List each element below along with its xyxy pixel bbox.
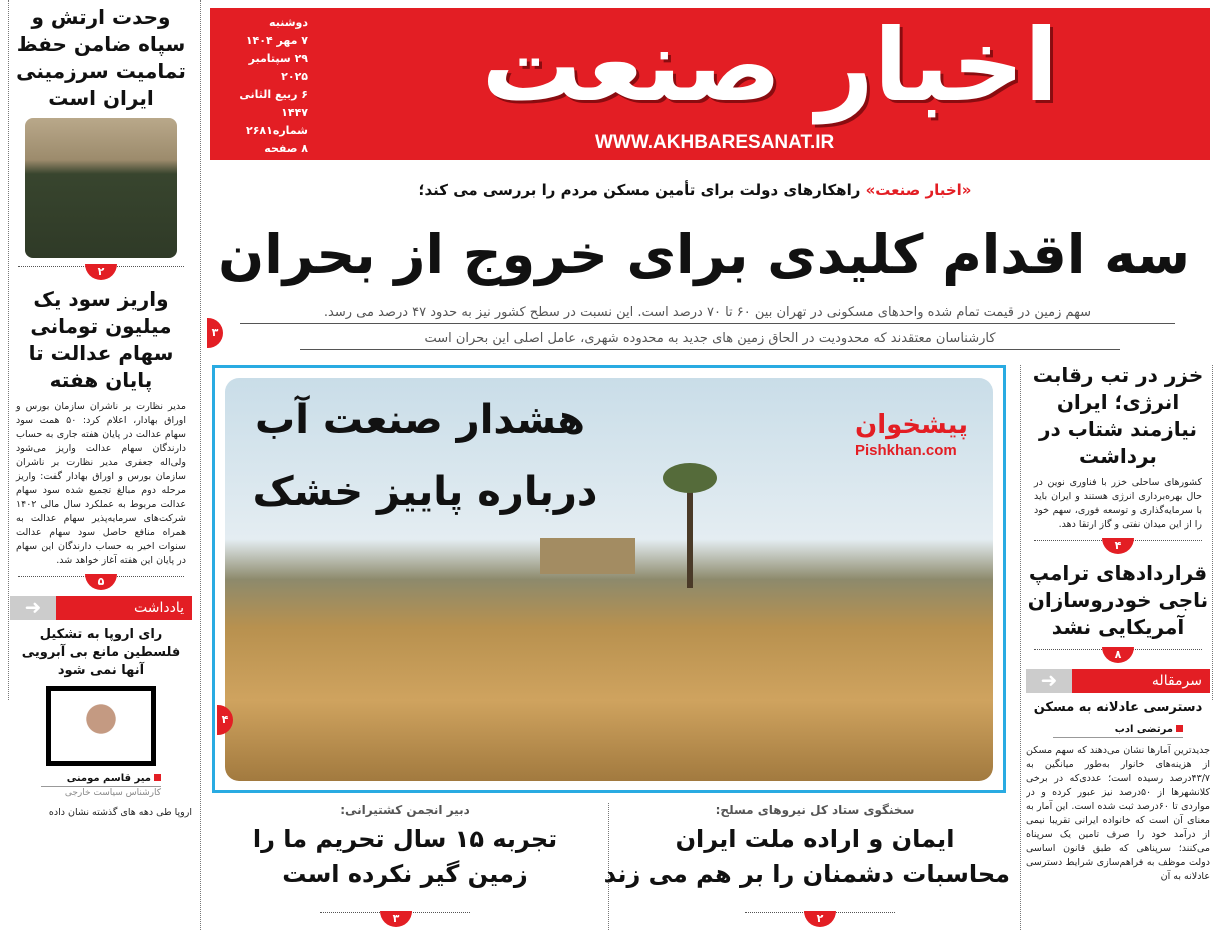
photo-story-frame[interactable] — [212, 365, 1006, 793]
editorial-section-header — [1026, 669, 1210, 693]
photo-headline-2: درباره پاییز خشک — [252, 469, 598, 515]
tree-crown — [663, 463, 717, 493]
bottom-story2-headline-1[interactable]: تجربه ۱۵ سال تحریم ما را — [252, 825, 558, 853]
note-section-header — [10, 596, 192, 620]
page-badge: ۴ — [1102, 538, 1134, 554]
website[interactable]: WWW.AKHBARESANAT.IR — [595, 132, 835, 153]
lead-summary-2: کارشناسان معتقدند که محدودیت در الحاق زمین های جدید به محدوده شهری، عامل اصلی این بحران است — [300, 329, 1120, 350]
right-divider — [1020, 365, 1021, 930]
page-count: ۸ صفحه — [264, 142, 308, 155]
divider — [10, 574, 192, 590]
masthead — [210, 7, 1210, 173]
watermark — [855, 408, 968, 460]
right-column — [1026, 362, 1210, 930]
left-divider — [200, 0, 201, 930]
watermark-fa: پیشخوان — [855, 410, 968, 440]
editorial-headline[interactable]: دسترسی عادلانه به مسکن — [1033, 700, 1203, 715]
left-story2-body: مدیر نظارت بر ناشران سازمان بورس و اوراق بهادار، اعلام کرد: ۵۰ همت سود سهام عدالت در پایان هفته جاری به حساب دارندگان سهام عدالت واریز می‌شود ولی‌اله جعفری مدیر نظارت بر ناشران سازمان بورس و اوراق بهادار گفت: واریز مرحله دوم مبالغ تجمیع شده سود سهام عدالت مربوط به عملکرد سال مالی ۱۴۰۲ شرکت‌های سرمایه‌پذیر سهام عدالت به همراه منافع حاصل سود سهام عدالت سنوات اخیر به حساب دارندگان این سهام در پایان این هفته آغاز خواهد شد. — [16, 401, 186, 566]
bottom-story2-kicker: دبیر انجمن کشتیرانی: — [340, 803, 470, 817]
left-story1-headline[interactable]: وحدت ارتش و سپاه ضامن حفظ تمامیت سرزمینی ایران است — [16, 5, 186, 110]
date-block — [218, 14, 308, 176]
right-story1-body: کشورهای ساحلی خزر با فناوری نوین در حال بهره‌برداری انرژی هستند و ایران باید با سرمایه‌گذاری و توسعه فوری، سهم خود را از این میدان نفتی و گاز ارتقا دهد. — [1034, 477, 1202, 530]
kicker-text: راهکارهای دولت برای تأمین مسکن مردم را بررسی می کند؛ — [418, 181, 861, 199]
divider — [1026, 538, 1210, 554]
note-author-role: کارشناس سیاست خارجی — [41, 786, 161, 800]
left-story2-headline[interactable]: واریز سود یک میلیون تومانی سهام عدالت تا پایان هفته — [28, 287, 174, 392]
issue-number: شماره۲۶۸۱ — [245, 124, 308, 137]
right-edge — [1212, 365, 1213, 700]
watermark-en: Pishkhan.com — [855, 442, 957, 459]
editorial-body: جدیدترین آمارها نشان می‌دهند که سهم مسکن از هزینه‌های خانوار به‌طور میانگین به ۴۳/۷درصد رسیده است؛ عددی‌که در برخی کلانشهرها از ۵۰درصد نیز عبور کرده و در مواردی تا ۶۰درصد ثبت شده است. این آمار به معنای آن است که خانواده ایرانی تقریبا نیمی از درآمد خود را صرف تامین یک سرپناه می‌کنند؛ سرپناهی که طبق قانون اساسی دولت موظف به فراهم‌سازی شرایط دسترسی عادلانه به آن — [1026, 745, 1210, 882]
divider — [10, 264, 192, 280]
date-persian: ۷ مهر ۱۴۰۴ — [245, 34, 308, 47]
note-body: اروپا طی دهه های گذشته نشان داده — [48, 807, 192, 818]
kicker-brand: «اخبار صنعت» — [865, 181, 972, 199]
generals-photo — [25, 118, 177, 258]
date-hijri: ۶ ربیع الثانی ۱۴۴۷ — [239, 88, 308, 119]
note-section-label: یادداشت — [56, 596, 192, 620]
bottom-story1-headline-2[interactable]: محاسبات دشمنان را بر هم می زند — [603, 860, 1010, 888]
arrow-icon: ➜ — [1026, 669, 1072, 693]
page-badge: ۳ — [380, 911, 412, 927]
bottom-story2-headline-2[interactable]: زمین گیر نکرده است — [282, 860, 528, 888]
note-headline[interactable]: رای اروپا به تشکیل فلسطین مانع بی آبرویی آنها نمی شود — [21, 627, 181, 678]
lead-summary-1: سهم زمین در قیمت تمام شده واحدهای مسکونی در تهران بین ۶۰ تا ۷۰ درصد است. این نسبت در سطح کشور نیز به حدود ۴۷ درصد می رسد. — [240, 303, 1175, 324]
right-story1-headline[interactable]: خزر در تب رقابت انرژی؛ ایران نیازمند شتاب در برداشت — [1032, 363, 1204, 468]
bottom-story1-headline-1[interactable]: ایمان و اراده ملت ایران — [675, 825, 955, 853]
page-badge: ۳ — [207, 318, 223, 348]
lead-kicker — [300, 180, 1090, 200]
page-badge: ۴ — [217, 705, 233, 735]
page-badge: ۵ — [85, 574, 117, 590]
photo-headline-1: هشدار صنعت آب — [255, 397, 585, 443]
price: ۱۰۰۰۰ تومان — [239, 160, 308, 173]
left-column — [10, 4, 192, 930]
right-story2-headline[interactable]: قراردادهای ترامپ ناجی خودروسازان آمریکایی نشد — [1027, 561, 1209, 639]
portrait — [51, 691, 151, 761]
note-author: میر قاسم مومنی — [41, 772, 161, 786]
tree — [687, 478, 693, 588]
ruin — [540, 538, 635, 574]
lead-headline[interactable]: سه اقدام کلیدی برای خروج از بحران — [218, 223, 1190, 286]
date-gregorian: ۲۹ سپتامبر ۲۰۲۵ — [248, 52, 308, 83]
divider — [1026, 647, 1210, 663]
note-author-block — [41, 772, 161, 800]
logo: اخبار صنعت — [481, 7, 1059, 124]
left-edge — [8, 0, 9, 700]
bottom-story1-kicker: سخنگوی ستاد کل نیروهای مسلح: — [715, 803, 915, 817]
page-badge: ۲ — [804, 911, 836, 927]
weekday: دوشنبه — [269, 16, 308, 29]
editorial-section-label: سرمقاله — [1072, 669, 1210, 693]
author-photo — [46, 686, 156, 766]
editorial-author: مرتضی ادب — [1053, 723, 1183, 738]
arrow-icon: ➜ — [10, 596, 56, 620]
page-badge: ۸ — [1102, 647, 1134, 663]
page-badge: ۲ — [85, 264, 117, 280]
